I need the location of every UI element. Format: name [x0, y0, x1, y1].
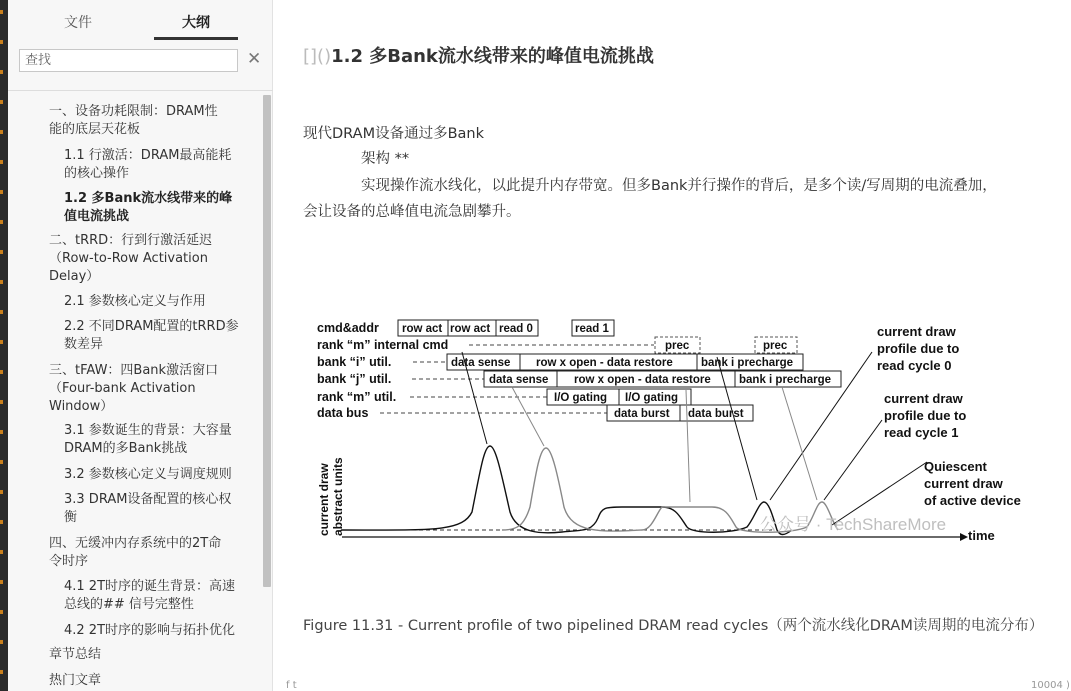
- row-label-bank-i: bank “i” util.: [317, 355, 392, 369]
- box-prec-1: prec: [665, 340, 690, 352]
- outline-item-text: 2.2 不同DRAM配置的tRRD参: [64, 319, 239, 334]
- outline-item-text: Delay）: [49, 269, 100, 284]
- box-io-gating-2: I/O gating: [625, 392, 679, 404]
- outline-item-text: 衡: [64, 510, 78, 525]
- heading-text: 1.2 多Bank流水线带来的峰值电流挑战: [331, 46, 654, 67]
- document-view: [274, 0, 1071, 691]
- outline-item-3-2[interactable]: [64, 466, 232, 484]
- y-axis-label-1: current draw: [317, 463, 331, 536]
- box-row-act-1: row act: [402, 323, 443, 335]
- annotation-quiescent-l1: Quiescent: [924, 459, 987, 474]
- outline-item-text: 一、设备功耗限制：DRAM性: [49, 104, 218, 119]
- row-label-bank-j: bank “j” util.: [317, 372, 392, 386]
- divider: [8, 90, 273, 91]
- outline-item-summary[interactable]: [49, 646, 101, 664]
- outline-item-1-1[interactable]: [64, 147, 231, 183]
- outline-item-3[interactable]: [49, 362, 218, 416]
- outline-item-text: 4.1 2T时序的诞生背景：高速: [64, 579, 236, 594]
- figure-caption: Figure 11.31 - Current profile of two pipelined DRAM read cycles（两个流水线化DRAM读周期的电流分布）: [303, 618, 1044, 634]
- outline-item-text: 三、tFAW：四Bank激活窗口: [49, 363, 219, 378]
- outline-item-3-3[interactable]: [64, 491, 231, 527]
- annotation-read1-l2: profile due to: [884, 408, 967, 423]
- box-read-0: read 0: [499, 323, 533, 335]
- outline-item-text: 2.1 参数核心定义与作用: [64, 294, 206, 309]
- box-io-gating-1: I/O gating: [554, 392, 608, 404]
- annotation-read1-l1: current draw: [884, 391, 963, 406]
- row-label-rank-internal: rank “m” internal cmd: [317, 338, 449, 352]
- outline-item-hot[interactable]: [49, 672, 101, 690]
- outline-item-text: 3.2 参数核心定义与调度规则: [64, 467, 232, 482]
- annotation-quiescent-l3: of active device: [924, 493, 1021, 508]
- paragraph-line: 实现操作流水线化，以此提升内存带宽。但多Bank并行操作的背后，是多个读/写周期的电流叠加，: [361, 178, 997, 194]
- row-label-cmd: cmd&addr: [317, 321, 379, 335]
- paragraph-line: 现代DRAM设备通过多Bank: [303, 126, 485, 142]
- box-data-sense-j: data sense: [489, 374, 549, 386]
- annotation-read1-l3: read cycle 1: [884, 425, 959, 440]
- outline-list: [8, 100, 263, 691]
- annotation-quiescent-l2: current draw: [924, 476, 1003, 491]
- annotation-read0-l3: read cycle 0: [877, 358, 952, 373]
- box-restore-j: row x open - data restore: [574, 374, 711, 386]
- outline-item-text: 总线的## 信号完整性: [64, 597, 194, 612]
- outline-item-text: 令时序: [49, 554, 89, 569]
- annotation-read0-l2: profile due to: [877, 341, 960, 356]
- box-prec-2: prec: [763, 340, 788, 352]
- outline-item-text: 的核心操作: [64, 166, 130, 181]
- paragraph-line: 会让设备的总峰值电流急剧攀升。: [303, 204, 521, 220]
- outline-item-text: 值电流挑战: [64, 209, 130, 224]
- search-input[interactable]: [19, 49, 238, 72]
- sidebar: [8, 0, 273, 691]
- current-profile-read-0: [342, 446, 792, 535]
- page-footer-left: f t: [286, 680, 297, 691]
- box-precharge-j: bank i precharge: [739, 374, 832, 386]
- row-label-data-bus: data bus: [317, 406, 369, 420]
- section-heading: [303, 42, 654, 68]
- box-data-sense-i: data sense: [451, 357, 511, 369]
- row-label-rank-util: rank “m” util.: [317, 390, 397, 404]
- outline-item-text: 3.3 DRAM设备配置的核心权: [64, 492, 232, 507]
- window-edge-strip: [0, 0, 8, 691]
- outline-scrollbar[interactable]: [263, 95, 271, 587]
- outline-item-1[interactable]: [49, 103, 218, 139]
- annotation-read0-l1: current draw: [877, 324, 956, 339]
- outline-item-text: 1.1 行激活：DRAM最高能耗: [64, 148, 232, 163]
- box-data-burst-2: data burst: [688, 408, 744, 420]
- y-axis-label-2: abstract units: [331, 457, 345, 536]
- outline-item-4-2[interactable]: [64, 622, 235, 640]
- dram-current-profile-figure: [312, 312, 1052, 552]
- outline-item-text: （Row-to-Row Activation: [49, 251, 208, 266]
- paragraph-line: 架构 **: [361, 151, 410, 167]
- box-restore-i: row x open - data restore: [536, 357, 673, 369]
- outline-item-text: Window）: [49, 399, 114, 414]
- outline-item-text: 1.2 多Bank流水线带来的峰: [64, 191, 233, 206]
- outline-item-text: 能的底层天花板: [49, 122, 141, 137]
- outline-item-2-1[interactable]: [64, 293, 206, 311]
- tab-outline[interactable]: 大纲: [182, 15, 210, 31]
- active-tab-indicator: [154, 37, 238, 40]
- page-footer-right: 10004 ): [1031, 680, 1070, 691]
- outline-item-text: （Four-bank Activation: [49, 381, 196, 396]
- outline-item-2[interactable]: [49, 232, 212, 286]
- outline-item-text: 四、无缓冲内存系统中的2T命: [49, 536, 222, 551]
- outline-item-2-2[interactable]: [64, 318, 239, 354]
- sidebar-tabs: [8, 0, 273, 40]
- outline-item-text: DRAM的多Bank挑战: [64, 441, 188, 456]
- box-read-1: read 1: [575, 323, 609, 335]
- x-axis-label: time: [968, 528, 995, 543]
- heading-anchor[interactable]: [](): [303, 46, 332, 67]
- outline-item-4[interactable]: [49, 535, 221, 571]
- outline-item-text: 4.2 2T时序的影响与拓扑优化: [64, 623, 236, 638]
- outline-item-text: 章节总结: [49, 647, 102, 662]
- outline-item-text: 数差异: [64, 337, 104, 352]
- box-precharge-i: bank i precharge: [701, 357, 794, 369]
- outline-item-text: 热门文章: [49, 673, 102, 688]
- outline-item-4-1[interactable]: [64, 578, 235, 614]
- outline-item-3-1[interactable]: [64, 422, 232, 458]
- outline-item-text: 二、tRRD：行到行激活延迟: [49, 233, 213, 248]
- outline-item-1-2[interactable]: [64, 190, 232, 226]
- tab-files[interactable]: 文件: [64, 15, 92, 31]
- outline-item-text: 3.1 参数诞生的背景：大容量: [64, 423, 232, 438]
- box-data-burst-1: data burst: [614, 408, 670, 420]
- watermark-text: 公众号 · TechShareMore: [760, 515, 947, 534]
- close-icon[interactable]: ✕: [247, 49, 262, 69]
- box-row-act-2: row act: [450, 323, 491, 335]
